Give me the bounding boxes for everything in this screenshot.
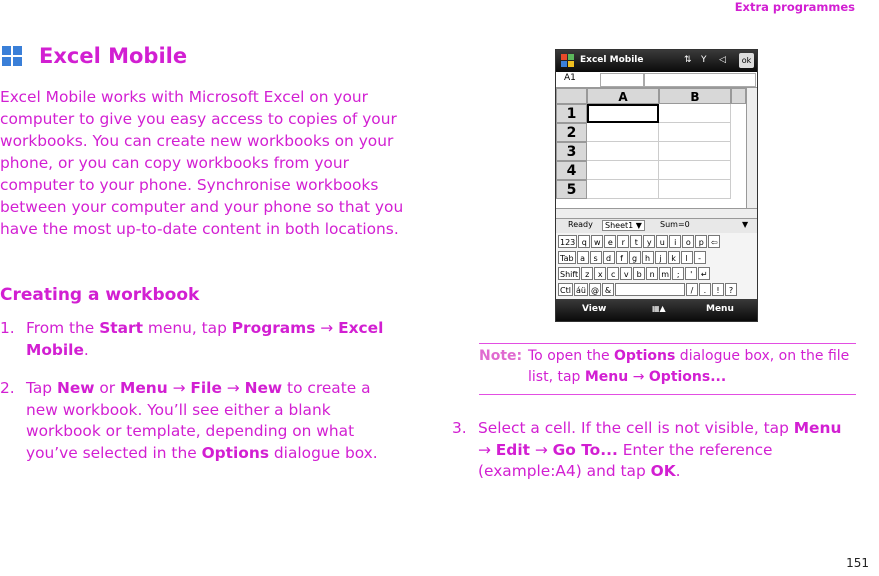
sheet-selector[interactable]: Sheet1 ▼ bbox=[602, 220, 645, 231]
key[interactable]: p bbox=[695, 235, 707, 248]
key[interactable]: ! bbox=[712, 283, 724, 296]
key[interactable]: d bbox=[603, 251, 615, 264]
row-header[interactable]: 4 bbox=[556, 161, 587, 180]
key[interactable]: r bbox=[617, 235, 629, 248]
cell-name-box[interactable] bbox=[600, 73, 644, 87]
key[interactable]: a bbox=[577, 251, 589, 264]
page-number: 151 bbox=[846, 556, 869, 570]
key[interactable]: w bbox=[591, 235, 603, 248]
key[interactable]: s bbox=[590, 251, 602, 264]
cell[interactable] bbox=[587, 123, 659, 142]
corner-header[interactable] bbox=[556, 88, 587, 104]
step-number: 1. bbox=[0, 319, 15, 337]
cell[interactable] bbox=[587, 161, 659, 180]
start-menu-icon[interactable] bbox=[561, 54, 575, 68]
key[interactable]: u bbox=[656, 235, 668, 248]
accent-key[interactable]: áü bbox=[574, 283, 588, 296]
running-header: Extra programmes bbox=[734, 0, 855, 14]
keyboard-icon[interactable]: ▦▲ bbox=[652, 304, 666, 313]
key[interactable]: ? bbox=[725, 283, 737, 296]
volume-icon: ◁ bbox=[719, 55, 726, 65]
status-sum[interactable]: Sum=0 bbox=[660, 220, 690, 229]
menu-softkey[interactable]: Menu bbox=[706, 304, 734, 314]
keyboard-row bbox=[558, 267, 710, 281]
key[interactable]: o bbox=[682, 235, 694, 248]
view-softkey[interactable]: View bbox=[582, 304, 607, 314]
phone-app-title: Excel Mobile bbox=[580, 55, 644, 65]
windows-logo-icon bbox=[2, 46, 24, 68]
intro-paragraph: Excel Mobile works with Microsoft Excel on your computer to give you easy access to copies of your workbooks. You can create new workbooks on your phone, or you can copy workbooks from your computer to your phone. Synchronise workbooks between your computer and your phone so that you have the most up-to-date content in both locations. bbox=[0, 88, 404, 238]
row-header[interactable]: 1 bbox=[556, 104, 587, 123]
selected-cell[interactable] bbox=[587, 104, 659, 123]
key[interactable]: v bbox=[620, 267, 632, 280]
row-header[interactable]: 2 bbox=[556, 123, 587, 142]
row-header[interactable]: 5 bbox=[556, 180, 587, 199]
step-number: 2. bbox=[0, 379, 15, 397]
cell[interactable] bbox=[587, 180, 659, 199]
subsection-title: Creating a workbook bbox=[0, 285, 200, 305]
shift-key[interactable]: Shift bbox=[558, 267, 580, 280]
key[interactable]: j bbox=[655, 251, 667, 264]
enter-key[interactable]: ↵ bbox=[698, 267, 710, 280]
cell-reference: A1 bbox=[564, 73, 576, 83]
key[interactable]: / bbox=[686, 283, 698, 296]
section-title: Excel Mobile bbox=[39, 44, 188, 68]
key[interactable]: g bbox=[629, 251, 641, 264]
cell[interactable] bbox=[659, 161, 731, 180]
key[interactable]: - bbox=[694, 251, 706, 264]
spreadsheet-grid[interactable] bbox=[556, 88, 746, 208]
step-2 bbox=[0, 378, 405, 464]
step-text: From the Start menu, tap Programs → Excel Mobile. bbox=[26, 319, 384, 359]
keyboard-row bbox=[558, 251, 706, 265]
column-header[interactable]: A bbox=[587, 88, 659, 104]
step-text: Select a cell. If the cell is not visible, tap Menu → Edit → Go To... Enter the reference (example:A4) and tap OK. bbox=[478, 419, 842, 480]
signal-icon: Y bbox=[701, 55, 707, 65]
cell[interactable] bbox=[659, 142, 731, 161]
phone-title-bar bbox=[556, 50, 757, 72]
step-text: Tap New or Menu → File → New to create a new workbook. You’ll see either a blank workbook or template, depending on what you’ve selected in the Options dialogue box. bbox=[26, 379, 378, 462]
step-3 bbox=[452, 418, 857, 483]
note-box bbox=[479, 343, 856, 395]
status-bar bbox=[556, 218, 757, 234]
key[interactable]: ' bbox=[685, 267, 697, 280]
key[interactable]: t bbox=[630, 235, 642, 248]
key[interactable]: 123 bbox=[558, 235, 577, 248]
key[interactable]: c bbox=[607, 267, 619, 280]
key[interactable]: f bbox=[616, 251, 628, 264]
keyboard-row bbox=[558, 235, 720, 249]
step-number: 3. bbox=[452, 419, 467, 437]
ctl-key[interactable]: Ctl bbox=[558, 283, 573, 296]
key[interactable]: b bbox=[633, 267, 645, 280]
key[interactable]: i bbox=[669, 235, 681, 248]
column-header[interactable] bbox=[731, 88, 746, 104]
phone-screenshot bbox=[555, 49, 758, 322]
key[interactable]: l bbox=[681, 251, 693, 264]
note-label: Note: bbox=[479, 348, 523, 364]
key[interactable]: k bbox=[668, 251, 680, 264]
key[interactable]: x bbox=[594, 267, 606, 280]
status-dropdown-icon[interactable]: ▼ bbox=[742, 220, 749, 229]
key[interactable]: e bbox=[604, 235, 616, 248]
phone-menu-bar bbox=[556, 299, 757, 321]
note-text: To open the Options dialogue box, on the file list, tap Menu → Options... bbox=[528, 348, 850, 385]
key[interactable]: ; bbox=[672, 267, 684, 280]
key[interactable]: h bbox=[642, 251, 654, 264]
ok-button[interactable]: ok bbox=[739, 53, 754, 68]
key[interactable]: n bbox=[646, 267, 658, 280]
key[interactable]: z bbox=[581, 267, 593, 280]
cell[interactable] bbox=[659, 123, 731, 142]
key[interactable]: m bbox=[659, 267, 671, 280]
soft-keyboard bbox=[556, 233, 757, 299]
key[interactable]: q bbox=[578, 235, 590, 248]
connectivity-icon: ⇅ bbox=[684, 55, 692, 65]
row-header[interactable]: 3 bbox=[556, 142, 587, 161]
key[interactable]: . bbox=[699, 283, 711, 296]
tab-key[interactable]: Tab bbox=[558, 251, 576, 264]
cell[interactable] bbox=[659, 180, 731, 199]
key[interactable]: @ bbox=[589, 283, 601, 296]
formula-input[interactable] bbox=[644, 73, 756, 87]
cell-reference-bar bbox=[556, 72, 757, 88]
cell[interactable] bbox=[659, 104, 731, 123]
key[interactable]: & bbox=[602, 283, 614, 296]
backspace-key[interactable]: ⇦ bbox=[708, 235, 720, 248]
space-key[interactable] bbox=[615, 283, 685, 296]
vertical-scrollbar[interactable] bbox=[746, 88, 758, 208]
keyboard-row bbox=[558, 283, 737, 297]
column-header[interactable]: B bbox=[659, 88, 731, 104]
status-mode: Ready bbox=[568, 220, 593, 229]
key[interactable]: y bbox=[643, 235, 655, 248]
cell[interactable] bbox=[587, 142, 659, 161]
step-1 bbox=[0, 318, 405, 361]
